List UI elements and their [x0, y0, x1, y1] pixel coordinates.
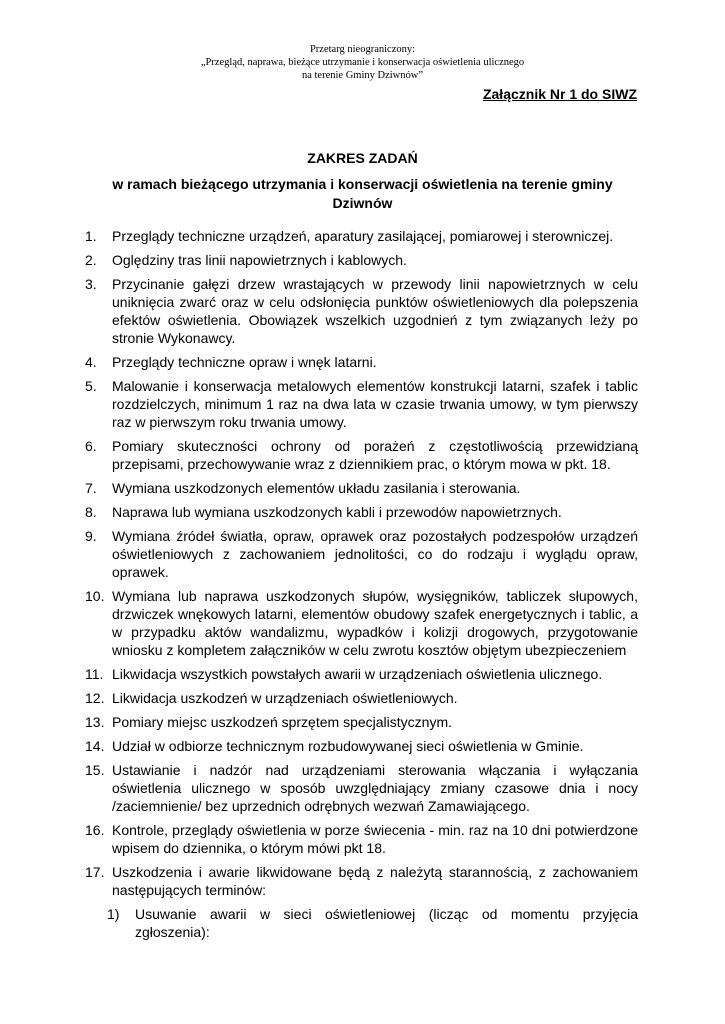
list-item	[85, 689, 638, 707]
item-number: 1.	[85, 228, 97, 244]
item-text: Wymiana źródeł światła, opraw, oprawek oraz pozostałych podzespołów urządzeń oświetleniowych z zachowaniem jednolitości, co do rodzaju i wyglądu opraw, oprawek.	[112, 528, 638, 580]
item-number: 5.	[85, 378, 97, 394]
item-text: Naprawa lub wymiana uszkodzonych kabli i przewodów napowietrznych.	[112, 504, 562, 520]
item-number: 7.	[85, 480, 97, 496]
item-text: Uszkodzenia i awarie likwidowane będą z należytą starannością, z zachowaniem następujących terminów:	[112, 864, 638, 898]
item-text: Przeglądy techniczne opraw i wnęk latarni.	[112, 354, 377, 370]
list-item	[85, 821, 638, 857]
item-number: 13.	[85, 714, 105, 730]
item-number: 10.	[85, 588, 105, 604]
item-text: Likwidacja wszystkich powstałych awarii w urządzeniach oświetlenia ulicznego.	[112, 666, 603, 682]
sub-item-text: Usuwanie awarii w sieci oświetleniowej (licząc od momentu przyjęcia zgłoszenia):	[135, 906, 638, 940]
list-item	[85, 665, 638, 683]
item-text: Ustawianie i nadzór nad urządzeniami sterowania włączania i wyłączania oświetlenia ulicznego w sposób uwzględniający zmiany czasowe dnia i nocy /zaciemnienie/ bez uprzednich odrębnych wezwań Zamawiającego.	[112, 762, 638, 814]
list-item	[85, 587, 638, 659]
list-item	[85, 227, 638, 245]
list-item	[85, 761, 638, 815]
item-number: 16.	[85, 822, 105, 838]
task-list	[85, 227, 638, 941]
list-item	[85, 737, 638, 755]
item-text: Przeglądy techniczne urządzeń, aparatury zasilającej, pomiarowej i sterowniczej.	[112, 228, 614, 244]
list-item	[85, 275, 638, 347]
item-text: Przycinanie gałęzi drzew wrastających w przewody linii napowietrznych w celu uniknięcia zwarć oraz w celu odsłonięcia punktów oświetleniowych dla polepszenia efektów oświetlenia. Obowiązek wszelkich uzgodnień z tym związanych leży po stronie Wykonawcy.	[112, 276, 638, 346]
list-item	[85, 353, 638, 371]
item-text: Pomiary skuteczności ochrony od porażeń z częstotliwością przewidzianą przepisami, przechowywanie wraz z dziennikiem prac, o którym mowa w pkt. 18.	[112, 438, 638, 472]
item-number: 2.	[85, 252, 97, 268]
list-item	[85, 377, 638, 431]
item-number: 3.	[85, 276, 97, 292]
sub-list-item	[107, 905, 638, 941]
item-number: 14.	[85, 738, 105, 754]
item-text: Udział w odbiorze technicznym rozbudowywanej sieci oświetlenia w Gminie.	[112, 738, 584, 754]
document-subtitle: w ramach bieżącego utrzymania i konserwacji oświetlenia na terenie gminy Dziwnów	[112, 176, 613, 211]
header-line-1: Przetarg nieograniczony:	[309, 44, 416, 55]
item-number: 11.	[85, 666, 104, 682]
list-item	[85, 503, 638, 521]
item-number: 12.	[85, 690, 105, 706]
list-item	[85, 437, 638, 473]
item-text: Wymiana lub naprawa uszkodzonych słupów, wysięgników, tabliczek słupowych, drzwiczek wnękowych latarni, elementów obudowy szafek energetycznych i tablic, a w przypadku aktów wandalizmu, wypadków i kolizji drogowych, przygotowanie wniosku z kompletem załączników w celu zwrotu kosztów objętym ubezpieczeniem	[112, 588, 638, 658]
list-item	[85, 479, 638, 497]
item-number: 15.	[85, 762, 105, 778]
item-number: 17.	[85, 864, 105, 880]
item-text: Pomiary miejsc uszkodzeń sprzętem specjalistycznym.	[112, 714, 452, 730]
list-item	[85, 863, 638, 899]
list-item	[85, 527, 638, 581]
annex-label: Załącznik Nr 1 do SIWZ	[482, 86, 637, 102]
tender-header	[0, 43, 725, 82]
item-text: Wymiana uszkodzonych elementów układu zasilania i sterowania.	[112, 480, 521, 496]
list-item	[85, 713, 638, 731]
item-number: 9.	[85, 528, 97, 544]
item-number: 6.	[85, 438, 97, 454]
list-item	[85, 251, 638, 269]
item-text: Likwidacja uszkodzeń w urządzeniach oświetleniowych.	[112, 690, 458, 706]
document-title: ZAKRES ZADAŃ	[307, 150, 418, 166]
item-text: Malowanie i konserwacja metalowych elementów konstrukcji latarni, szafek i tablic rozdzielczych, minimum 1 raz na dwa lata w czasie trwania umowy, w tym pierwszy raz w pierwszym roku trwania umowy.	[112, 378, 638, 430]
header-line-2: „Przegląd, naprawa, bieżące utrzymanie i konserwacja oświetlenia ulicznego	[200, 57, 525, 68]
item-number: 8.	[85, 504, 97, 520]
header-line-3: na terenie Gminy Dziwnów”	[301, 70, 423, 81]
item-text: Oględziny tras linii napowietrznych i kablowych.	[112, 252, 407, 268]
sub-item-number: 1)	[107, 906, 120, 922]
item-number: 4.	[85, 354, 97, 370]
item-text: Kontrole, przeglądy oświetlenia w porze świecenia - min. raz na 10 dni potwierdzone wpisem do dziennika, o którym mówi pkt 18.	[112, 822, 638, 856]
